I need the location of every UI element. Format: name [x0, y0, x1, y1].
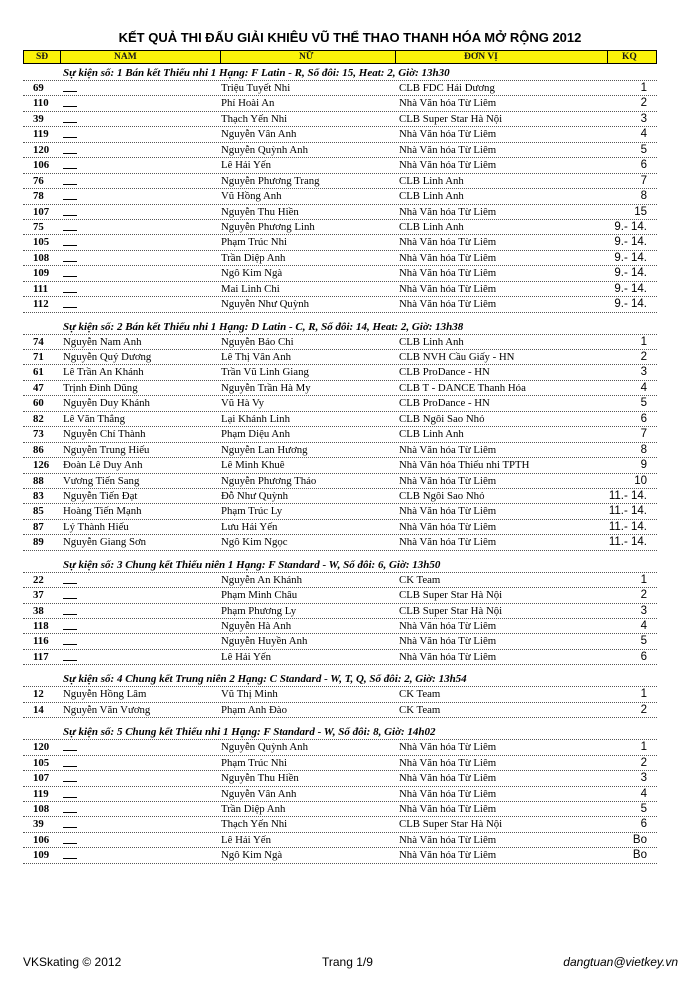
result: 1	[640, 335, 647, 348]
table-row	[23, 396, 657, 411]
result: Bo	[632, 849, 647, 862]
table-row	[23, 112, 657, 127]
bib-number: 76	[33, 174, 44, 187]
male-dancer: Nguyễn Tiến Đạt	[63, 489, 138, 502]
club-name: CLB FDC Hải Dương	[399, 82, 495, 94]
bib-number: 109	[33, 267, 50, 280]
male-dancer: Nguyễn Hồng Lâm	[63, 688, 147, 701]
club-name: CLB Ngôi Sao Nhỏ	[399, 412, 485, 425]
table-row	[23, 251, 657, 266]
table-row	[23, 817, 657, 832]
female-dancer: Nguyễn Bảo Chi	[221, 335, 294, 348]
result: 5	[640, 397, 647, 410]
club-name: CK Team	[399, 573, 441, 586]
female-dancer: Lưu Hải Yến	[221, 520, 278, 533]
club-name: CLB ProDance - HN	[399, 366, 490, 379]
male-dancer: Nguyễn Chí Thành	[63, 428, 146, 441]
male-dancer: Lý Thành Hiếu	[63, 520, 129, 533]
female-dancer: Thạch Yến Nhi	[221, 818, 288, 831]
bib-number: 47	[33, 381, 44, 394]
female-dancer: Nguyễn Vân Anh	[221, 787, 297, 800]
blank-line	[63, 220, 77, 234]
female-dancer: Nguyễn Thu Hiền	[221, 205, 299, 218]
club-name: Nhà Văn hóa Từ Liêm	[399, 635, 497, 648]
bib-number: 14	[33, 703, 44, 716]
club-name: CLB Super Star Hà Nội	[399, 818, 503, 831]
male-dancer: Đoàn Lê Duy Anh	[63, 459, 143, 472]
table-row	[23, 802, 657, 817]
blank-line	[63, 573, 77, 587]
table-row	[23, 381, 657, 396]
result: 7	[640, 428, 647, 441]
table-row	[23, 235, 657, 250]
blank-line	[63, 266, 77, 280]
result: 4	[640, 381, 647, 394]
female-dancer: Nguyễn Hà Anh	[221, 620, 292, 632]
female-dancer: Phạm Phương Ly	[221, 604, 297, 617]
result: 5	[640, 143, 647, 156]
club-name: Nhà Văn hóa Từ Liêm	[399, 756, 497, 769]
header-kq: KQ	[622, 52, 637, 62]
bib-number: 39	[33, 818, 44, 831]
female-dancer: Nguyễn Phương Trang	[221, 174, 320, 187]
bib-number: 120	[33, 143, 50, 156]
table-row	[23, 619, 657, 634]
result: 9.- 14.	[614, 282, 647, 295]
event-title: Sự kiện số: 4 Chung kết Trung niên 2 Hạng: C Standard - W, T, Q, Số đôi: 2, Giờ: 13h54	[23, 672, 657, 687]
bib-number: 85	[33, 505, 44, 518]
result: 4	[640, 787, 647, 800]
result: 1	[640, 573, 647, 586]
bib-number: 87	[33, 520, 44, 533]
blank-line	[63, 740, 77, 754]
table-row	[23, 458, 657, 473]
table-row	[23, 588, 657, 603]
blank-line	[63, 848, 77, 862]
table-row	[23, 96, 657, 111]
header-nu: NỮ	[299, 52, 314, 62]
female-dancer: Phí Hoài An	[221, 97, 275, 110]
male-dancer: Nguyễn Nam Anh	[63, 335, 142, 348]
male-dancer: Nguyễn Trung Hiếu	[63, 443, 150, 456]
club-name: Nhà Văn hóa Từ Liêm	[399, 267, 497, 280]
club-name: Nhà Văn hóa Từ Liêm	[399, 236, 497, 249]
blank-line	[63, 235, 77, 249]
bib-number: 60	[33, 397, 44, 410]
result: 1	[640, 688, 647, 701]
female-dancer: Lê Hải Yến	[221, 650, 271, 663]
male-dancer: Nguyễn Quý Dương	[63, 351, 152, 363]
result: 2	[640, 97, 647, 110]
table-row	[23, 756, 657, 771]
blank-line	[63, 650, 77, 664]
blank-line	[63, 619, 77, 633]
result: 10	[634, 474, 647, 487]
female-dancer: Phạm Anh Đào	[221, 703, 287, 716]
table-row	[23, 650, 657, 665]
bib-number: 38	[33, 604, 44, 617]
bib-number: 111	[33, 282, 49, 295]
club-name: CLB NVH Cầu Giấy - HN	[399, 351, 515, 363]
female-dancer: Ngô Kim Ngà	[221, 267, 283, 280]
page-title: KẾT QUẢ THI ĐẤU GIẢI KHIÊU VŨ THỂ THAO THANH HÓA MỞ RỘNG 2012	[118, 30, 582, 45]
female-dancer: Trần Vũ Linh Giang	[221, 366, 309, 379]
bib-number: 106	[33, 833, 50, 846]
result: Bo	[632, 833, 647, 846]
result: 2	[640, 351, 647, 363]
result: 2	[640, 703, 647, 716]
bib-number: 88	[33, 474, 44, 487]
blank-line	[63, 174, 77, 188]
bib-number: 107	[33, 772, 50, 785]
blank-line	[63, 817, 77, 831]
club-name: Nhà Văn hóa Từ Liêm	[399, 251, 497, 264]
table-row	[23, 474, 657, 489]
table-row	[23, 535, 657, 550]
table-row	[23, 427, 657, 442]
result: 3	[640, 112, 647, 125]
female-dancer: Nguyễn Phương Linh	[221, 220, 315, 233]
result: 8	[640, 443, 647, 456]
table-row	[23, 573, 657, 588]
club-name: Nhà Văn hóa Từ Liêm	[399, 849, 497, 862]
male-dancer: Vương Tiến Sang	[63, 474, 140, 487]
table-row	[23, 205, 657, 220]
bib-number: 22	[33, 573, 44, 586]
result: 6	[640, 159, 647, 172]
blank-line	[63, 771, 77, 785]
female-dancer: Nguyễn An Khánh	[221, 573, 302, 586]
footer-page: Trang 1/9	[322, 955, 373, 969]
club-name: Nhà Văn hóa Từ Liêm	[399, 159, 497, 172]
table-row	[23, 220, 657, 235]
table-row	[23, 350, 657, 365]
female-dancer: Lê Hải Yến	[221, 833, 271, 846]
bib-number: 120	[33, 741, 50, 754]
male-dancer: Nguyễn Duy Khánh	[63, 397, 150, 410]
result: 11.- 14.	[608, 505, 647, 518]
table-row	[23, 189, 657, 204]
table-row	[23, 174, 657, 189]
result: 9	[640, 459, 647, 472]
female-dancer: Nguyễn Như Quỳnh	[221, 298, 310, 311]
table-row	[23, 687, 657, 702]
female-dancer: Phạm Diệu Anh	[221, 428, 290, 441]
female-dancer: Phạm Trúc Ly	[221, 505, 283, 518]
bib-number: 112	[33, 298, 49, 311]
result: 9.- 14.	[614, 298, 647, 311]
table-row	[23, 703, 657, 718]
female-dancer: Lê Minh Khuê	[221, 459, 285, 472]
male-dancer: Hoàng Tiến Mạnh	[63, 505, 142, 518]
bib-number: 108	[33, 802, 50, 815]
result: 11.- 14.	[608, 536, 647, 549]
female-dancer: Trần Diệp Anh	[221, 802, 286, 815]
female-dancer: Vũ Hồng Anh	[221, 190, 282, 203]
table-row	[23, 634, 657, 649]
result: 2	[640, 756, 647, 769]
club-name: CLB Super Star Hà Nội	[399, 589, 503, 602]
bib-number: 74	[33, 335, 44, 348]
table-row	[23, 489, 657, 504]
club-name: CLB Super Star Hà Nội	[399, 604, 503, 617]
club-name: Nhà Văn hóa Từ Liêm	[399, 833, 497, 846]
result: 15	[634, 205, 647, 218]
bib-number: 119	[33, 128, 49, 141]
table-header	[23, 50, 657, 64]
male-dancer: Lê Trần An Khánh	[63, 366, 144, 379]
club-name: CLB Linh Anh	[399, 220, 464, 233]
bib-number: 61	[33, 366, 44, 379]
female-dancer: Đỗ Như Quỳnh	[221, 489, 289, 502]
result: 11.- 14.	[608, 489, 647, 502]
bib-number: 69	[33, 82, 44, 94]
bib-number: 116	[33, 635, 49, 648]
club-name: CLB Linh Anh	[399, 174, 464, 187]
result: 4	[640, 620, 647, 632]
bib-number: 39	[33, 112, 44, 125]
bib-number: 110	[33, 97, 49, 110]
female-dancer: Thạch Yến Nhi	[221, 112, 288, 125]
club-name: Nhà Văn hóa Từ Liêm	[399, 97, 497, 110]
blank-line	[63, 251, 77, 265]
female-dancer: Nguyễn Trần Hà My	[221, 381, 311, 394]
club-name: CLB Linh Anh	[399, 428, 464, 441]
footer-email: dangtuan@vietkey.vn	[563, 955, 678, 969]
table-row	[23, 365, 657, 380]
bib-number: 12	[33, 688, 44, 701]
result: 11.- 14.	[608, 520, 647, 533]
bib-number: 118	[33, 620, 49, 632]
blank-line	[63, 634, 77, 648]
event-title: Sự kiện số: 5 Chung kết Thiếu nhi 1 Hạng: F Standard - W, Số đôi: 8, Giờ: 14h02	[23, 725, 657, 740]
male-dancer: Trịnh Đình Dũng	[63, 381, 138, 394]
club-name: Nhà Văn hóa Từ Liêm	[399, 536, 497, 549]
result: 6	[640, 650, 647, 663]
male-dancer: Lê Văn Thắng	[63, 412, 125, 425]
table-row	[23, 158, 657, 173]
result: 1	[640, 741, 647, 754]
bib-number: 105	[33, 756, 50, 769]
result: 9.- 14.	[614, 220, 647, 233]
table-row	[23, 740, 657, 755]
club-name: Nhà Văn hóa Từ Liêm	[399, 143, 497, 156]
female-dancer: Nguyễn Lan Hương	[221, 443, 308, 456]
table-row	[23, 504, 657, 519]
male-dancer: Nguyễn Văn Vương	[63, 703, 151, 716]
table-row	[23, 443, 657, 458]
female-dancer: Ngô Kim Ngà	[221, 849, 283, 862]
blank-line	[63, 787, 77, 801]
blank-line	[63, 143, 77, 157]
result: 2	[640, 589, 647, 602]
female-dancer: Phạm Trúc Nhi	[221, 756, 287, 769]
result: 9.- 14.	[614, 251, 647, 264]
blank-line	[63, 81, 77, 95]
event-title: Sự kiện số: 3 Chung kết Thiếu niên 1 Hạng: F Standard - W, Số đôi: 6, Giờ: 13h50	[23, 558, 657, 573]
female-dancer: Lê Hải Yến	[221, 159, 271, 172]
result: 5	[640, 802, 647, 815]
bib-number: 82	[33, 412, 44, 425]
blank-line	[63, 96, 77, 110]
footer-left: VKSkating © 2012	[23, 955, 122, 969]
table-row	[23, 787, 657, 802]
club-name: CLB Linh Anh	[399, 335, 464, 348]
blank-line	[63, 189, 77, 203]
club-name: Nhà Văn hóa Từ Liêm	[399, 282, 497, 295]
table-row	[23, 282, 657, 297]
club-name: CLB T - DANCE Thanh Hóa	[399, 381, 526, 394]
bib-number: 109	[33, 849, 50, 862]
header-nam: NAM	[114, 52, 137, 62]
result: 7	[640, 174, 647, 187]
club-name: CLB Ngôi Sao Nhỏ	[399, 489, 485, 502]
female-dancer: Nguyễn Quỳnh Anh	[221, 741, 308, 754]
table-row	[23, 412, 657, 427]
table-row	[23, 266, 657, 281]
table-row	[23, 771, 657, 786]
blank-line	[63, 833, 77, 847]
club-name: Nhà Văn hóa Từ Liêm	[399, 772, 497, 785]
bib-number: 108	[33, 251, 50, 264]
bib-number: 83	[33, 489, 44, 502]
female-dancer: Vũ Hà Vy	[221, 397, 264, 410]
club-name: Nhà Văn hóa Từ Liêm	[399, 443, 497, 456]
blank-line	[63, 756, 77, 770]
result: 3	[640, 366, 647, 379]
female-dancer: Mai Linh Chi	[221, 282, 280, 295]
blank-line	[63, 297, 77, 311]
bib-number: 37	[33, 589, 44, 602]
bib-number: 89	[33, 536, 44, 549]
female-dancer: Nguyễn Phương Thảo	[221, 474, 317, 487]
result: 4	[640, 128, 647, 141]
club-name: Nhà Văn hóa Từ Liêm	[399, 787, 497, 800]
club-name: Nhà Văn hóa Từ Liêm	[399, 128, 497, 141]
bib-number: 75	[33, 220, 44, 233]
bib-number: 117	[33, 650, 49, 663]
blank-line	[63, 604, 77, 618]
bib-number: 78	[33, 190, 44, 203]
blank-line	[63, 802, 77, 816]
female-dancer: Lại Khánh Linh	[221, 412, 290, 425]
blank-line	[63, 127, 77, 141]
result: 1	[640, 82, 647, 94]
table-row	[23, 604, 657, 619]
table-row	[23, 143, 657, 158]
club-name: Nhà Văn hóa Từ Liêm	[399, 520, 497, 533]
table-row	[23, 127, 657, 142]
blank-line	[63, 205, 77, 219]
club-name: Nhà Văn hóa Từ Liêm	[399, 741, 497, 754]
table-row	[23, 81, 657, 96]
table-row	[23, 848, 657, 863]
header-don-vi: ĐƠN VỊ	[464, 52, 498, 62]
female-dancer: Phạm Minh Châu	[221, 589, 298, 602]
female-dancer: Triệu Tuyết Nhi	[221, 82, 291, 94]
male-dancer: Nguyễn Giang Sơn	[63, 536, 147, 549]
club-name: CLB Super Star Hà Nội	[399, 112, 503, 125]
female-dancer: Phạm Trúc Nhi	[221, 236, 287, 249]
blank-line	[63, 112, 77, 126]
female-dancer: Nguyễn Vân Anh	[221, 128, 297, 141]
bib-number: 71	[33, 351, 44, 363]
club-name: CK Team	[399, 688, 441, 701]
club-name: CLB ProDance - HN	[399, 397, 490, 410]
female-dancer: Nguyễn Huyền Anh	[221, 635, 308, 648]
table-row	[23, 297, 657, 312]
female-dancer: Vũ Thị Minh	[221, 688, 278, 701]
female-dancer: Nguyễn Thu Hiền	[221, 772, 299, 785]
club-name: Nhà Văn hóa Từ Liêm	[399, 298, 497, 311]
result: 3	[640, 604, 647, 617]
female-dancer: Lê Thị Vân Anh	[221, 351, 292, 363]
club-name: Nhà Văn hóa Từ Liêm	[399, 505, 497, 518]
table-row	[23, 520, 657, 535]
blank-line	[63, 158, 77, 172]
club-name: Nhà Văn hóa Từ Liêm	[399, 474, 497, 487]
result: 5	[640, 635, 647, 648]
club-name: Nhà Văn hóa Từ Liêm	[399, 205, 497, 218]
blank-line	[63, 588, 77, 602]
club-name: Nhà Văn hóa Thiếu nhi TPTH	[399, 459, 530, 472]
bib-number: 107	[33, 205, 50, 218]
bib-number: 73	[33, 428, 44, 441]
female-dancer: Ngô Kim Ngọc	[221, 536, 288, 549]
club-name: Nhà Văn hóa Từ Liêm	[399, 802, 497, 815]
table-row	[23, 833, 657, 848]
club-name: CK Team	[399, 703, 441, 716]
club-name: Nhà Văn hóa Từ Liêm	[399, 650, 497, 663]
result: 6	[640, 412, 647, 425]
result: 9.- 14.	[614, 267, 647, 280]
result: 6	[640, 818, 647, 831]
table-row	[23, 335, 657, 350]
bib-number: 86	[33, 443, 44, 456]
club-name: Nhà Văn hóa Từ Liêm	[399, 620, 497, 632]
header-sd: SĐ	[36, 52, 49, 62]
result: 8	[640, 190, 647, 203]
results-table	[23, 66, 657, 864]
event-title: Sự kiện số: 2 Bán kết Thiếu nhi 1 Hạng: D Latin - C, R, Số đôi: 14, Heat: 2, Giờ: 13h38	[23, 320, 657, 335]
bib-number: 126	[33, 459, 50, 472]
result: 3	[640, 772, 647, 785]
blank-line	[63, 282, 77, 296]
bib-number: 106	[33, 159, 50, 172]
female-dancer: Nguyễn Quỳnh Anh	[221, 143, 308, 156]
event-title: Sự kiện số: 1 Bán kết Thiếu nhi 1 Hạng: F Latin - R, Số đôi: 15, Heat: 2, Giờ: 13h30	[23, 66, 657, 81]
female-dancer: Trần Diệp Anh	[221, 251, 286, 264]
bib-number: 105	[33, 236, 50, 249]
club-name: CLB Linh Anh	[399, 190, 464, 203]
bib-number: 119	[33, 787, 49, 800]
result: 9.- 14.	[614, 236, 647, 249]
